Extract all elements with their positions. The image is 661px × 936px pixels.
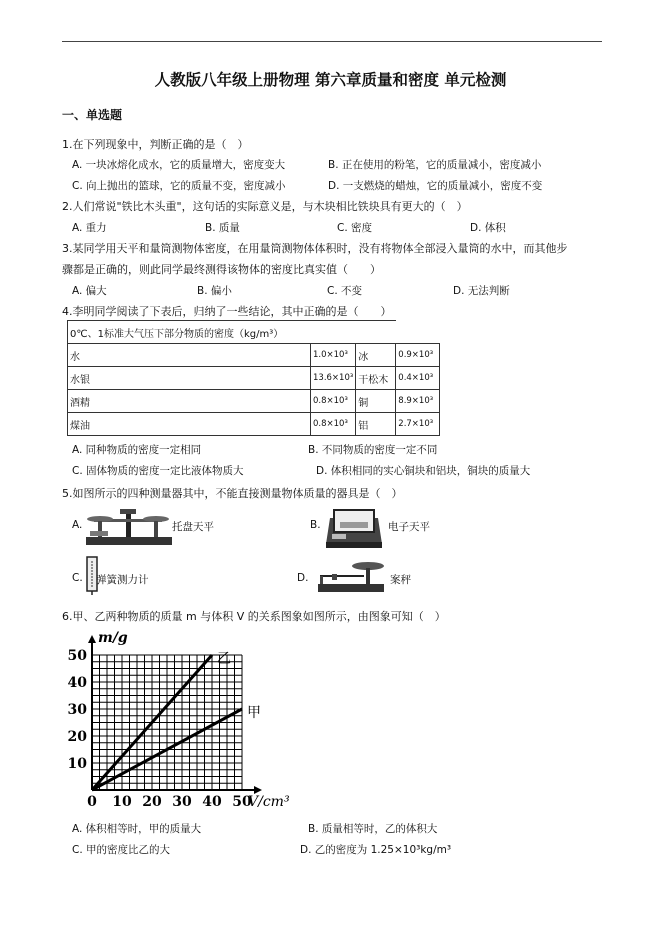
electronic-balance-image: [322, 506, 386, 550]
table-cell: 水: [68, 344, 311, 367]
x-tick-label: 40: [202, 794, 222, 810]
table-cell: 0.8×10³: [311, 390, 356, 413]
table-cell: 0.4×10³: [396, 367, 440, 390]
q6-option-d[interactable]: D. 乙的密度为 1.25×10³kg/m³: [300, 844, 452, 856]
q5-option-d[interactable]: D.: [297, 572, 309, 584]
tray-balance-image: [84, 505, 176, 547]
q5-d-name: 案秤: [390, 574, 411, 586]
q3-option-c[interactable]: C. 不变: [327, 285, 363, 297]
platform-scale-image: [312, 560, 390, 594]
table-cell: 0.8×10³: [311, 413, 356, 436]
top-rule: [62, 41, 602, 42]
table-row: [68, 344, 440, 367]
page-title: 人教版八年级上册物理 第六章质量和密度 单元检测: [154, 70, 507, 89]
q2-option-a[interactable]: A. 重力: [72, 222, 107, 234]
table-header-blank: [356, 321, 396, 344]
x-axis-label: V/cm³: [248, 794, 290, 810]
q4-stem: 4.李明同学阅读了下表后，归纳了一些结论，其中正确的是（ ）: [62, 305, 392, 318]
table-cell: 干松木: [356, 367, 396, 390]
q3-option-a[interactable]: A. 偏大: [72, 285, 107, 297]
y-axis-label: m/g: [98, 630, 128, 646]
q3-option-d[interactable]: D. 无法判断: [453, 285, 510, 297]
table-header-row: [68, 321, 440, 344]
q1-option-a[interactable]: A. 一块冰熔化成水，它的质量增大，密度变大: [72, 159, 286, 171]
x-tick-label: 10: [112, 794, 132, 810]
q2-stem: 2.人们常说"铁比木头重"，这句话的实际意义是，与木块相比铁块具有更大的（ ）: [62, 200, 468, 213]
chart-series-group: [92, 651, 261, 790]
q3-option-b[interactable]: B. 偏小: [197, 285, 232, 297]
q6-option-a[interactable]: A. 体积相等时，甲的质量大: [72, 823, 202, 835]
q1-option-c[interactable]: C. 向上抛出的篮球，它的质量不变，密度减小: [72, 180, 286, 192]
x-axis-arrow: [254, 786, 262, 794]
q5-a-name: 托盘天平: [172, 521, 214, 533]
series-label: 乙: [217, 651, 231, 667]
x-tick-label: 50: [232, 794, 252, 810]
q1-option-b[interactable]: B. 正在使用的粉笔，它的质量减小，密度减小: [328, 159, 542, 171]
table-cell: 铜: [356, 390, 396, 413]
q4-option-d[interactable]: D. 体积相同的实心铜块和铝块，铜块的质量大: [316, 465, 531, 477]
table-cell: 13.6×10³: [311, 367, 356, 390]
q2-option-b[interactable]: B. 质量: [205, 222, 240, 234]
table-header: 0℃、1标准大气压下部分物质的密度（kg/m³）: [68, 321, 356, 344]
q5-c-name: 弹簧测力计: [96, 574, 149, 586]
table-cell: 铝: [356, 413, 396, 436]
q1-stem: 1.在下列现象中，判断正确的是（ ）: [62, 138, 249, 151]
y-tick-label: 10: [67, 756, 87, 772]
series-label: 甲: [247, 705, 261, 721]
x-tick-label: 20: [142, 794, 162, 810]
table-cell: 冰: [356, 344, 396, 367]
table-row: [68, 367, 440, 390]
x-tick-label: 30: [172, 794, 192, 810]
q1-option-d[interactable]: D. 一支燃烧的蜡烛，它的质量减小，密度不变: [328, 180, 543, 192]
q5-option-c[interactable]: C.: [72, 572, 83, 584]
y-axis-arrow: [88, 635, 96, 643]
table-cell: 水银: [68, 367, 311, 390]
y-tick-label: 20: [67, 729, 87, 745]
q5-option-b[interactable]: B.: [310, 519, 321, 531]
table-row: [68, 390, 440, 413]
section-heading: 一、单选题: [62, 108, 123, 122]
table-cell: 8.9×10³: [396, 390, 440, 413]
table-cell: 1.0×10³: [311, 344, 356, 367]
y-tick-label: 30: [67, 702, 87, 718]
q3-stem-line1: 3.某同学用天平和量筒测物体密度，在用量筒测物体体积时，没有将物体全部浸入量筒的水中，而其他步: [62, 242, 568, 255]
table-cell: 0.9×10³: [396, 344, 440, 367]
q6-option-b[interactable]: B. 质量相等时，乙的体积大: [308, 823, 438, 835]
x-tick-label: 0: [87, 794, 97, 810]
q4-option-a[interactable]: A. 同种物质的密度一定相同: [72, 444, 202, 456]
q5-b-name: 电子天平: [388, 521, 430, 533]
q2-option-c[interactable]: C. 密度: [337, 222, 373, 234]
y-tick-label: 50: [67, 648, 87, 664]
q4-option-b[interactable]: B. 不同物质的密度一定不同: [308, 444, 438, 456]
density-table: [67, 320, 440, 436]
table-cell: 2.7×10³: [396, 413, 440, 436]
q5-stem: 5.如图所示的四种测量器其中，不能直接测量物体质量的器具是（ ）: [62, 487, 403, 500]
q6-stem: 6.甲、乙两种物质的质量 m 与体积 V 的关系图象如图所示，由图象可知（ ）: [62, 610, 446, 623]
mass-volume-chart: [60, 628, 310, 814]
table-cell: 酒精: [68, 390, 311, 413]
table-header-blank: [396, 321, 440, 344]
q3-stem-line2: 骤都是正确的，则此同学最终测得该物体的密度比真实值（ ）: [62, 263, 381, 276]
y-tick-label: 40: [67, 675, 87, 691]
q4-option-c[interactable]: C. 固体物质的密度一定比液体物质大: [72, 465, 244, 477]
table-cell: 煤油: [68, 413, 311, 436]
table-row: [68, 413, 440, 436]
q2-option-d[interactable]: D. 体积: [470, 222, 506, 234]
q5-option-a[interactable]: A.: [72, 519, 83, 531]
q6-option-c[interactable]: C. 甲的密度比乙的大: [72, 844, 171, 856]
